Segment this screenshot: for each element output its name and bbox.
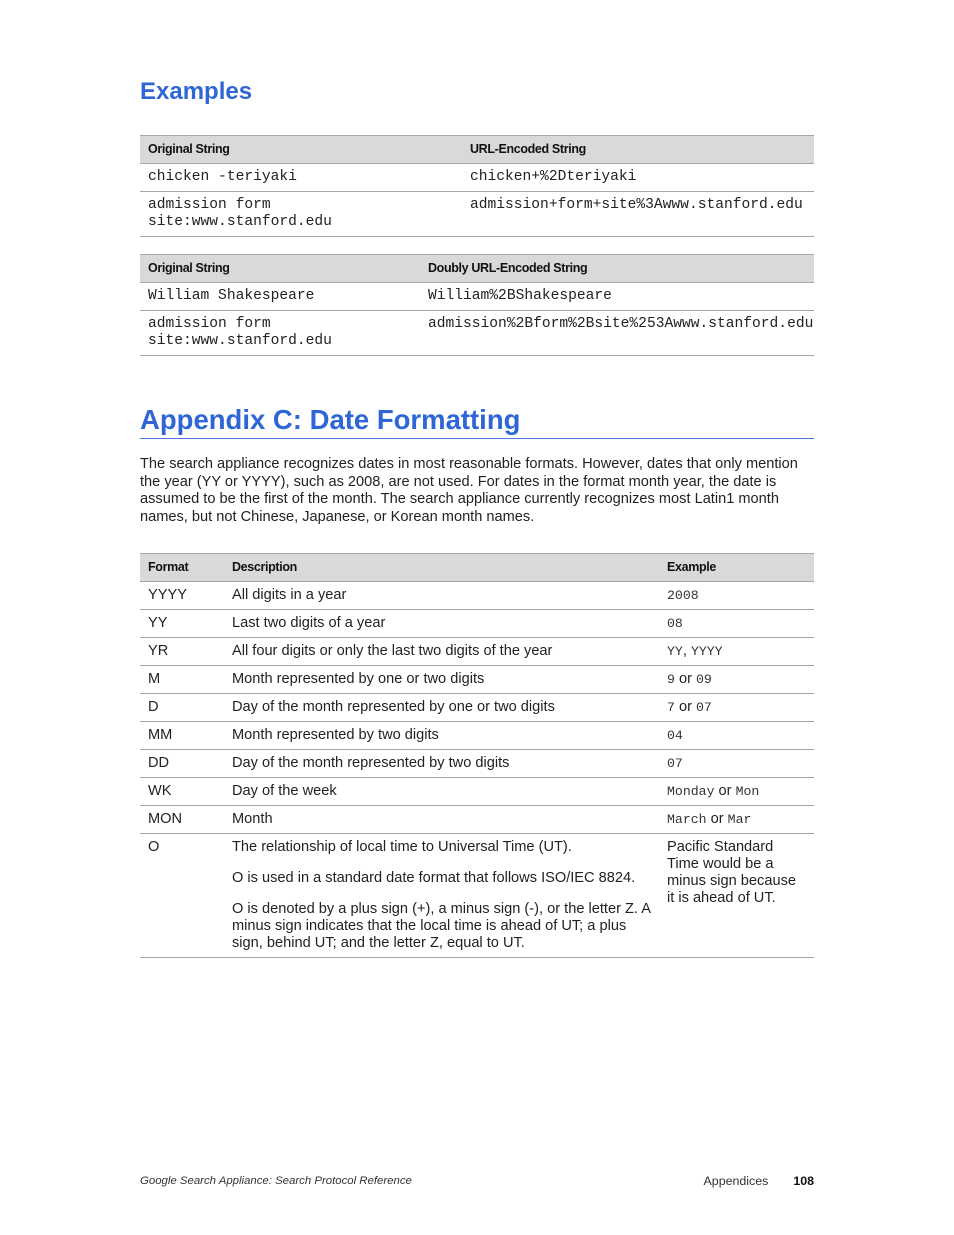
- description-cell: Month represented by two digits: [232, 727, 439, 743]
- format-cell: YYYY: [148, 587, 187, 603]
- example-code: 04: [667, 728, 683, 743]
- column-header-original-string: Original String: [140, 255, 420, 283]
- description-cell: Day of the month represented by two digits: [232, 755, 510, 771]
- description-paragraph: O is denoted by a plus sign (+), a minus sign (-), or the letter Z. A minus sign indicates that the local time is ahead of UT; a plus sign, behind UT; and the letter Z, equal to UT.: [232, 901, 651, 951]
- example-code: Monday: [667, 784, 715, 799]
- example-cell: [659, 834, 814, 958]
- example-cell: [659, 638, 814, 666]
- example-code: 7: [667, 700, 675, 715]
- format-cell: MON: [148, 811, 183, 827]
- encoded-string-cell: William%2BShakespeare: [428, 288, 612, 304]
- encoded-string-cell: chicken+%2Dteriyaki: [470, 169, 637, 185]
- url-encoding-table: [140, 135, 814, 237]
- table-row: [140, 778, 814, 806]
- example-cell: [659, 778, 814, 806]
- appendix-heading: Appendix C: Date Formatting: [140, 404, 814, 439]
- column-header-original-string: Original String: [140, 136, 462, 164]
- example-text: Pacific Standard Time would be a minus sign because it is ahead of UT.: [667, 839, 796, 906]
- description-cell: Month: [232, 811, 273, 827]
- table-header-row: [140, 554, 814, 582]
- intro-paragraph: The search appliance recognizes dates in most reasonable formats. However, dates that only mention the year (YY or YYYY), such as 2008, are not used. For dates in the format month year, the date is assumed to be the first of the month. The search appliance currently recognizes most Latin1 month names, but not Chinese, Japanese, or Korean month names.: [140, 456, 798, 525]
- table-row: [140, 283, 814, 311]
- format-cell: WK: [148, 783, 172, 799]
- table-row: [140, 164, 814, 192]
- footer-page-info: [704, 1173, 814, 1189]
- table-row: [140, 192, 814, 237]
- table-row: [140, 610, 814, 638]
- table-row: [140, 666, 814, 694]
- footer-section-name: Appendices: [703, 1174, 769, 1188]
- description-cell: Day of the month represented by one or two digits: [232, 699, 555, 715]
- original-string-cell: chicken -teriyaki: [148, 169, 297, 185]
- column-header-doubly-encoded-string: Doubly URL-Encoded String: [420, 255, 814, 283]
- table-row: [140, 311, 814, 356]
- double-encoding-table: [140, 254, 814, 356]
- example-separator: or: [674, 699, 697, 715]
- example-cell: [659, 694, 814, 722]
- footer-document-title: Google Search Appliance: Search Protocol Reference: [140, 1175, 412, 1187]
- example-code: 2008: [667, 588, 699, 603]
- example-separator: or: [714, 783, 736, 799]
- example-cell: [659, 806, 814, 834]
- table-row: [140, 722, 814, 750]
- table-row: [140, 834, 814, 958]
- description-cell: All digits in a year: [232, 587, 347, 603]
- example-separator: ,: [682, 643, 691, 659]
- format-cell: DD: [148, 755, 170, 771]
- column-header-description: Description: [224, 554, 659, 582]
- example-separator: or: [706, 811, 728, 827]
- format-cell: O: [148, 839, 160, 855]
- example-code: Mar: [727, 812, 752, 827]
- encoded-string-cell: admission+form+site%3Awww.stanford.edu: [470, 197, 803, 213]
- example-separator: or: [674, 671, 697, 687]
- examples-heading: Examples: [140, 78, 253, 105]
- example-cell: [659, 666, 814, 694]
- description-cell: Day of the week: [232, 783, 337, 799]
- column-header-format: Format: [140, 554, 224, 582]
- example-code: 9: [667, 672, 675, 687]
- format-cell: MM: [148, 727, 173, 743]
- example-code: 08: [667, 616, 683, 631]
- format-cell: M: [148, 671, 161, 687]
- table-row: [140, 638, 814, 666]
- example-code: 07: [667, 756, 683, 771]
- example-cell: [659, 582, 814, 610]
- description-cell: [224, 834, 659, 958]
- description-paragraph: O is used in a standard date format that follows ISO/IEC 8824.: [232, 870, 636, 886]
- example-cell: [659, 610, 814, 638]
- format-cell: YY: [148, 615, 168, 631]
- encoded-string-cell: admission%2Bform%2Bsite%253Awww.stanford.edu: [428, 316, 814, 332]
- example-code: 09: [696, 672, 712, 687]
- description-cell: All four digits or only the last two digits of the year: [232, 643, 553, 659]
- original-string-cell: admission form site:www.stanford.edu: [148, 197, 332, 230]
- format-cell: YR: [148, 643, 169, 659]
- table-row: [140, 806, 814, 834]
- example-code: March: [667, 812, 707, 827]
- example-code: YY: [667, 644, 683, 659]
- original-string-cell: William Shakespeare: [148, 288, 315, 304]
- description-cell: Month represented by one or two digits: [232, 671, 485, 687]
- example-cell: [659, 722, 814, 750]
- example-code: Mon: [735, 784, 760, 799]
- column-header-example: Example: [659, 554, 814, 582]
- column-header-url-encoded-string: URL-Encoded String: [462, 136, 814, 164]
- table-row: [140, 750, 814, 778]
- original-string-cell: admission form site:www.stanford.edu: [148, 316, 332, 349]
- description-paragraph: The relationship of local time to Universal Time (UT).: [232, 839, 572, 855]
- table-header-row: [140, 136, 814, 164]
- table-row: [140, 694, 814, 722]
- example-code: 07: [696, 700, 712, 715]
- date-format-table: [140, 553, 814, 958]
- example-cell: [659, 750, 814, 778]
- description-cell: Last two digits of a year: [232, 615, 386, 631]
- page-number: 108: [793, 1174, 814, 1188]
- format-cell: D: [148, 699, 159, 715]
- example-code: YYYY: [690, 644, 723, 659]
- table-header-row: [140, 255, 814, 283]
- table-row: [140, 582, 814, 610]
